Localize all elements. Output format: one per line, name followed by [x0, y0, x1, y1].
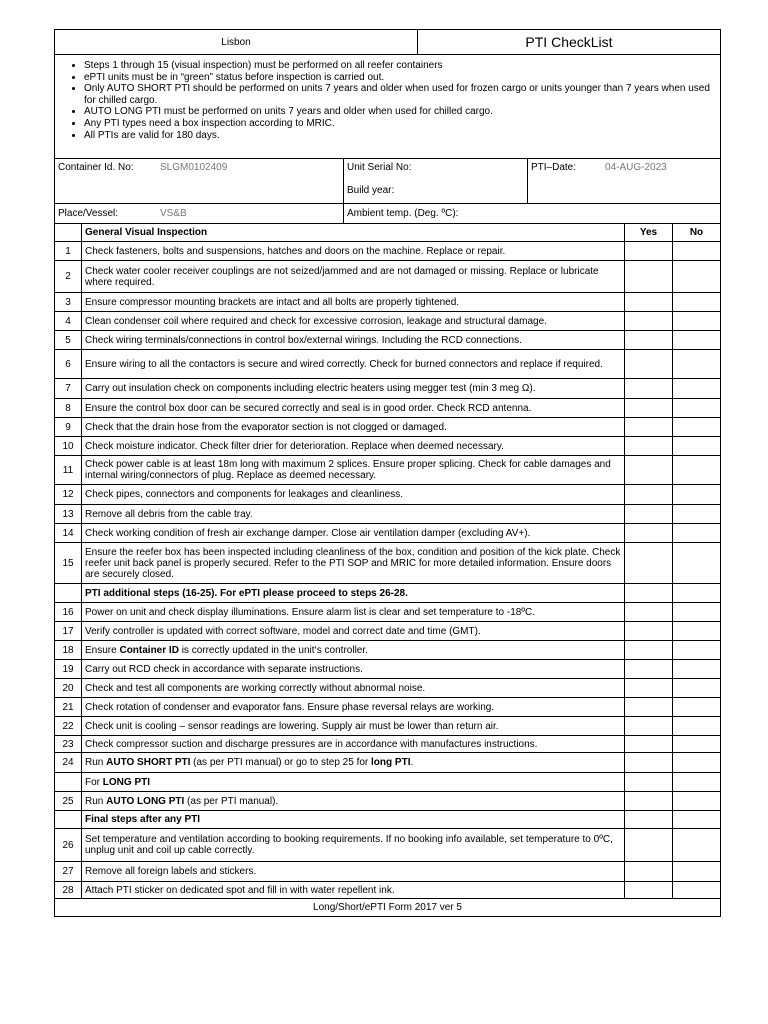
no-checkbox[interactable] [673, 293, 721, 312]
yes-checkbox[interactable] [625, 261, 673, 293]
ambient-temp-field[interactable] [344, 204, 721, 224]
yes-checkbox[interactable] [625, 379, 673, 399]
no-checkbox[interactable] [673, 641, 721, 660]
step-text: Set temperature and ventilation according to booking requirements. If no booking info available, set temperature to 0ºC, unplug unit and coil up cable correctly. [82, 829, 625, 862]
checklist-row-15 [55, 543, 721, 584]
step-number: 10 [55, 437, 82, 456]
yes-checkbox[interactable] [625, 312, 673, 331]
no-checkbox[interactable] [673, 505, 721, 524]
step-text-bold: AUTO LONG PTI [106, 795, 185, 807]
yes-checkbox[interactable] [625, 882, 673, 899]
no-checkbox[interactable] [673, 485, 721, 505]
yes-checkbox[interactable] [625, 242, 673, 261]
checklist-row-18 [55, 641, 721, 660]
yes-checkbox[interactable] [625, 660, 673, 679]
step-number: 6 [55, 350, 82, 379]
form-title: PTI CheckList [418, 30, 721, 55]
yes-checkbox[interactable] [625, 485, 673, 505]
step-text-post: is correctly updated in the unit‘s controller. [178, 644, 368, 656]
no-checkbox[interactable] [673, 792, 721, 811]
blank-cell [55, 584, 82, 603]
step-number: 12 [55, 485, 82, 505]
blank-cell [55, 773, 82, 792]
info-table [54, 158, 721, 224]
step-text: Check and test all components are working correctly without abnormal noise. [82, 679, 625, 698]
container-id-label: Container Id. No: [58, 162, 134, 173]
step-number: 13 [55, 505, 82, 524]
checklist-row-14 [55, 524, 721, 543]
unit-serial-label: Unit Serial No: [347, 162, 412, 173]
checklist-row-27 [55, 862, 721, 882]
checklist-row-8 [55, 399, 721, 418]
container-id-field[interactable] [55, 159, 344, 204]
step-text: Check pipes, connectors and components for leakages and cleanliness. [82, 485, 625, 505]
no-checkbox[interactable] [673, 350, 721, 379]
no-checkbox[interactable] [673, 622, 721, 641]
checklist-row-2 [55, 261, 721, 293]
step-number: 27 [55, 862, 82, 882]
instructions-list [58, 60, 717, 141]
step-number: 25 [55, 792, 82, 811]
step-text: Check working condition of fresh air exchange damper. Close air ventilation damper (excluding AV+). [82, 524, 625, 543]
no-checkbox[interactable] [673, 543, 721, 584]
no-checkbox[interactable] [673, 753, 721, 773]
build-year-label: Build year: [347, 185, 395, 196]
step-number: 21 [55, 698, 82, 717]
yes-checkbox[interactable] [625, 505, 673, 524]
place-vessel-value: VS&B [160, 208, 187, 219]
checklist-row-23 [55, 736, 721, 753]
step-text: Check that the drain hose from the evaporator section is not clogged or damaged. [82, 418, 625, 437]
blank-cell [625, 584, 673, 603]
no-checkbox[interactable] [673, 882, 721, 899]
yes-checkbox[interactable] [625, 717, 673, 736]
blank-cell [625, 773, 673, 792]
step-text-pre: Run [85, 757, 107, 768]
step-number: 19 [55, 660, 82, 679]
step-text: Check moisture indicator. Check filter drier for deterioration. Replace when deemed necessary. [82, 437, 625, 456]
step-text: Attach PTI sticker on dedicated spot and fill in with water repellent ink. [82, 882, 625, 899]
step-number: 14 [55, 524, 82, 543]
yes-checkbox[interactable] [625, 418, 673, 437]
container-id-value: SLGM0102409 [160, 162, 228, 173]
step-number: 26 [55, 829, 82, 862]
step-number: 8 [55, 399, 82, 418]
step-text-pre: Ensure [85, 644, 120, 656]
checklist-row-25 [55, 792, 721, 811]
no-checkbox[interactable] [673, 242, 721, 261]
yes-checkbox[interactable] [625, 641, 673, 660]
place-vessel-label: Place/Vessel: [58, 208, 119, 219]
yes-checkbox[interactable] [625, 792, 673, 811]
step-text: Check water cooler receiver couplings are not seized/jammed and are not damaged or missing. Replace or lubricate where required. [82, 261, 625, 293]
yes-checkbox[interactable] [625, 679, 673, 698]
no-checkbox[interactable] [673, 312, 721, 331]
checklist-row-11 [55, 456, 721, 485]
step-text: Carry out RCD check in accordance with separate instructions. [82, 660, 625, 679]
checklist-row-5 [55, 331, 721, 350]
step-text-pre: Run [85, 795, 107, 807]
step-number: 28 [55, 882, 82, 899]
step-number: 16 [55, 603, 82, 622]
step-text: Power on unit and check display illuminations. Ensure alarm list is clear and set temperature to -18ºC. [82, 603, 625, 622]
step-text-bold: Container ID [119, 644, 179, 656]
checklist-row-7 [55, 379, 721, 399]
step-number: 4 [55, 312, 82, 331]
step-text: Carry out insulation check on components including electric heaters using megger test (min 3 meg Ω). [82, 379, 625, 399]
no-checkbox[interactable] [673, 679, 721, 698]
checklist-row-10 [55, 437, 721, 456]
step-text [82, 641, 625, 660]
no-checkbox[interactable] [673, 862, 721, 882]
checklist-row-17 [55, 622, 721, 641]
step-text: Ensure the control box door can be secured correctly and seal is in good order. Check RCD antenna. [82, 399, 625, 418]
step-text: Ensure wiring to all the contactors is secure and wired correctly. Check for burned connectors and replace if required. [82, 350, 625, 379]
step-text-bold: long PTI [371, 757, 411, 768]
no-checkbox[interactable] [673, 379, 721, 399]
final-steps-heading: Final steps after any PTI [82, 811, 625, 829]
step-number: 18 [55, 641, 82, 660]
yes-checkbox[interactable] [625, 524, 673, 543]
checklist-table [54, 223, 721, 917]
instruction-item: • Any PTI types need a box inspection according to MRIC. [84, 118, 717, 130]
no-checkbox[interactable] [673, 660, 721, 679]
yes-checkbox[interactable] [625, 622, 673, 641]
step-number: 5 [55, 331, 82, 350]
instruction-item: • AUTO LONG PTI must be performed on units 7 years and older when used for chilled cargo. [84, 106, 717, 118]
yes-checkbox[interactable] [625, 753, 673, 773]
step-number: 9 [55, 418, 82, 437]
long-pti-heading [82, 773, 625, 792]
no-checkbox[interactable] [673, 456, 721, 485]
yes-checkbox[interactable] [625, 350, 673, 379]
no-checkbox[interactable] [673, 331, 721, 350]
long-pti-bold: LONG PTI [102, 776, 151, 788]
blank-cell [673, 811, 721, 829]
checklist-row-22 [55, 717, 721, 736]
step-text: Verify controller is updated with correct software, model and correct date and time (GMT). [82, 622, 625, 641]
long-pti-pre: For [85, 776, 103, 788]
yes-checkbox[interactable] [625, 829, 673, 862]
no-checkbox[interactable] [673, 829, 721, 862]
step-number: 15 [55, 543, 82, 584]
step-text: Ensure the reefer box has been inspected including cleanliness of the box, condition and position of the kick plate. Check reefer unit back panel is properly secured. Refer to the PTI SOP and MRIC for more detailed information. Ensure doors are securely closed. [82, 543, 625, 584]
step-number: 1 [55, 242, 82, 261]
yes-checkbox[interactable] [625, 543, 673, 584]
unit-serial-field[interactable] [344, 159, 528, 204]
step-number: 20 [55, 679, 82, 698]
step-text: Clean condenser coil where required and check for excessive corrosion, leakage and structural damage. [82, 312, 625, 331]
step-text-post: . [410, 757, 414, 768]
yes-checkbox[interactable] [625, 437, 673, 456]
checklist-row-13 [55, 505, 721, 524]
yes-column-header: Yes [625, 224, 673, 242]
step-number: 2 [55, 261, 82, 293]
blank-cell [55, 811, 82, 829]
step-text: Remove all debris from the cable tray. [82, 505, 625, 524]
checklist-row-1 [55, 242, 721, 261]
no-checkbox[interactable] [673, 603, 721, 622]
instruction-item: • All PTIs are valid for 180 days. [84, 130, 717, 142]
yes-checkbox[interactable] [625, 331, 673, 350]
instruction-item: • ePTI units must be in “green” status before inspection is carried out. [84, 72, 717, 84]
checklist-row-21 [55, 698, 721, 717]
yes-checkbox[interactable] [625, 293, 673, 312]
form-version-footer: Long/Short/ePTI Form 2017 ver 5 [55, 899, 721, 917]
instructions-box [55, 55, 721, 159]
no-column-header: No [673, 224, 721, 242]
no-checkbox[interactable] [673, 261, 721, 293]
pti-date-label: PTI–Date: [531, 162, 577, 173]
step-text-bold: AUTO SHORT PTI [106, 757, 191, 768]
long-pti-heading-row [55, 773, 721, 792]
step-number: 23 [55, 736, 82, 753]
no-checkbox[interactable] [673, 524, 721, 543]
step-text: Check unit is cooling – sensor readings are lowering. Supply air must be lower than return air. [82, 717, 625, 736]
instruction-item: • Only AUTO SHORT PTI should be performed on units 7 years and older when used for frozen cargo or units younger than 7 years when used for chilled cargo. [84, 83, 717, 106]
step-number: 7 [55, 379, 82, 399]
pti-checklist-form [54, 29, 720, 917]
step-number: 11 [55, 456, 82, 485]
step-text [82, 792, 625, 811]
location-label: Lisbon [55, 30, 418, 55]
step-text: Check fasteners, bolts and suspensions, hatches and doors on the machine. Replace or repair. [82, 242, 625, 261]
pti-date-field[interactable] [528, 159, 721, 204]
additional-steps-heading-row [55, 584, 721, 603]
ambient-temp-label: Ambient temp. (Deg. ºC): [347, 208, 459, 219]
final-steps-heading-row [55, 811, 721, 829]
no-checkbox[interactable] [673, 717, 721, 736]
checklist-row-26 [55, 829, 721, 862]
yes-checkbox[interactable] [625, 399, 673, 418]
yes-checkbox[interactable] [625, 456, 673, 485]
step-text [82, 753, 625, 773]
checklist-row-20 [55, 679, 721, 698]
no-checkbox[interactable] [673, 736, 721, 753]
checklist-row-6 [55, 350, 721, 379]
checklist-row-19 [55, 660, 721, 679]
checklist-row-16 [55, 603, 721, 622]
blank-cell [673, 773, 721, 792]
step-text: Check rotation of condenser and evaporator fans. Ensure phase reversal relays are working. [82, 698, 625, 717]
yes-checkbox[interactable] [625, 862, 673, 882]
place-vessel-field[interactable] [55, 204, 344, 224]
checklist-row-28 [55, 882, 721, 899]
section-title-visual-inspection: General Visual Inspection [82, 224, 625, 242]
step-number: 22 [55, 717, 82, 736]
checklist-row-3 [55, 293, 721, 312]
step-text-mid: (as per PTI manual) or go to step 25 for [190, 757, 372, 768]
step-text-post: (as per PTI manual). [184, 795, 279, 807]
blank-cell [625, 811, 673, 829]
step-text: Check wiring terminals/connections in control box/external wirings. Including the RCD connections. [82, 331, 625, 350]
checklist-row-9 [55, 418, 721, 437]
checklist-row-24 [55, 753, 721, 773]
step-number: 17 [55, 622, 82, 641]
no-checkbox[interactable] [673, 437, 721, 456]
checklist-row-12 [55, 485, 721, 505]
step-number: 3 [55, 293, 82, 312]
yes-checkbox[interactable] [625, 698, 673, 717]
header-table [54, 29, 721, 159]
no-checkbox[interactable] [673, 399, 721, 418]
instruction-item: • Steps 1 through 15 (visual inspection) must be performed on all reefer containers [84, 60, 717, 72]
step-text: Check compressor suction and discharge pressures are in accordance with manufactures instructions. [82, 736, 625, 753]
step-text: Remove all foreign labels and stickers. [82, 862, 625, 882]
step-text: Ensure compressor mounting brackets are intact and all bolts are properly tightened. [82, 293, 625, 312]
blank-cell [673, 584, 721, 603]
step-number: 24 [55, 753, 82, 773]
yes-checkbox[interactable] [625, 603, 673, 622]
blank-cell [55, 224, 82, 242]
step-text: Check power cable is at least 18m long with maximum 2 splices. Ensure proper splicing. Check for cable damages and internal wiring/connectors of plug. Replace as deemed necessary. [82, 456, 625, 485]
additional-steps-heading: PTI additional steps (16-25). For ePTI please proceed to steps 26-28. [82, 584, 625, 603]
pti-date-value: 04-AUG-2023 [605, 162, 667, 173]
no-checkbox[interactable] [673, 698, 721, 717]
yes-checkbox[interactable] [625, 736, 673, 753]
checklist-row-4 [55, 312, 721, 331]
no-checkbox[interactable] [673, 418, 721, 437]
